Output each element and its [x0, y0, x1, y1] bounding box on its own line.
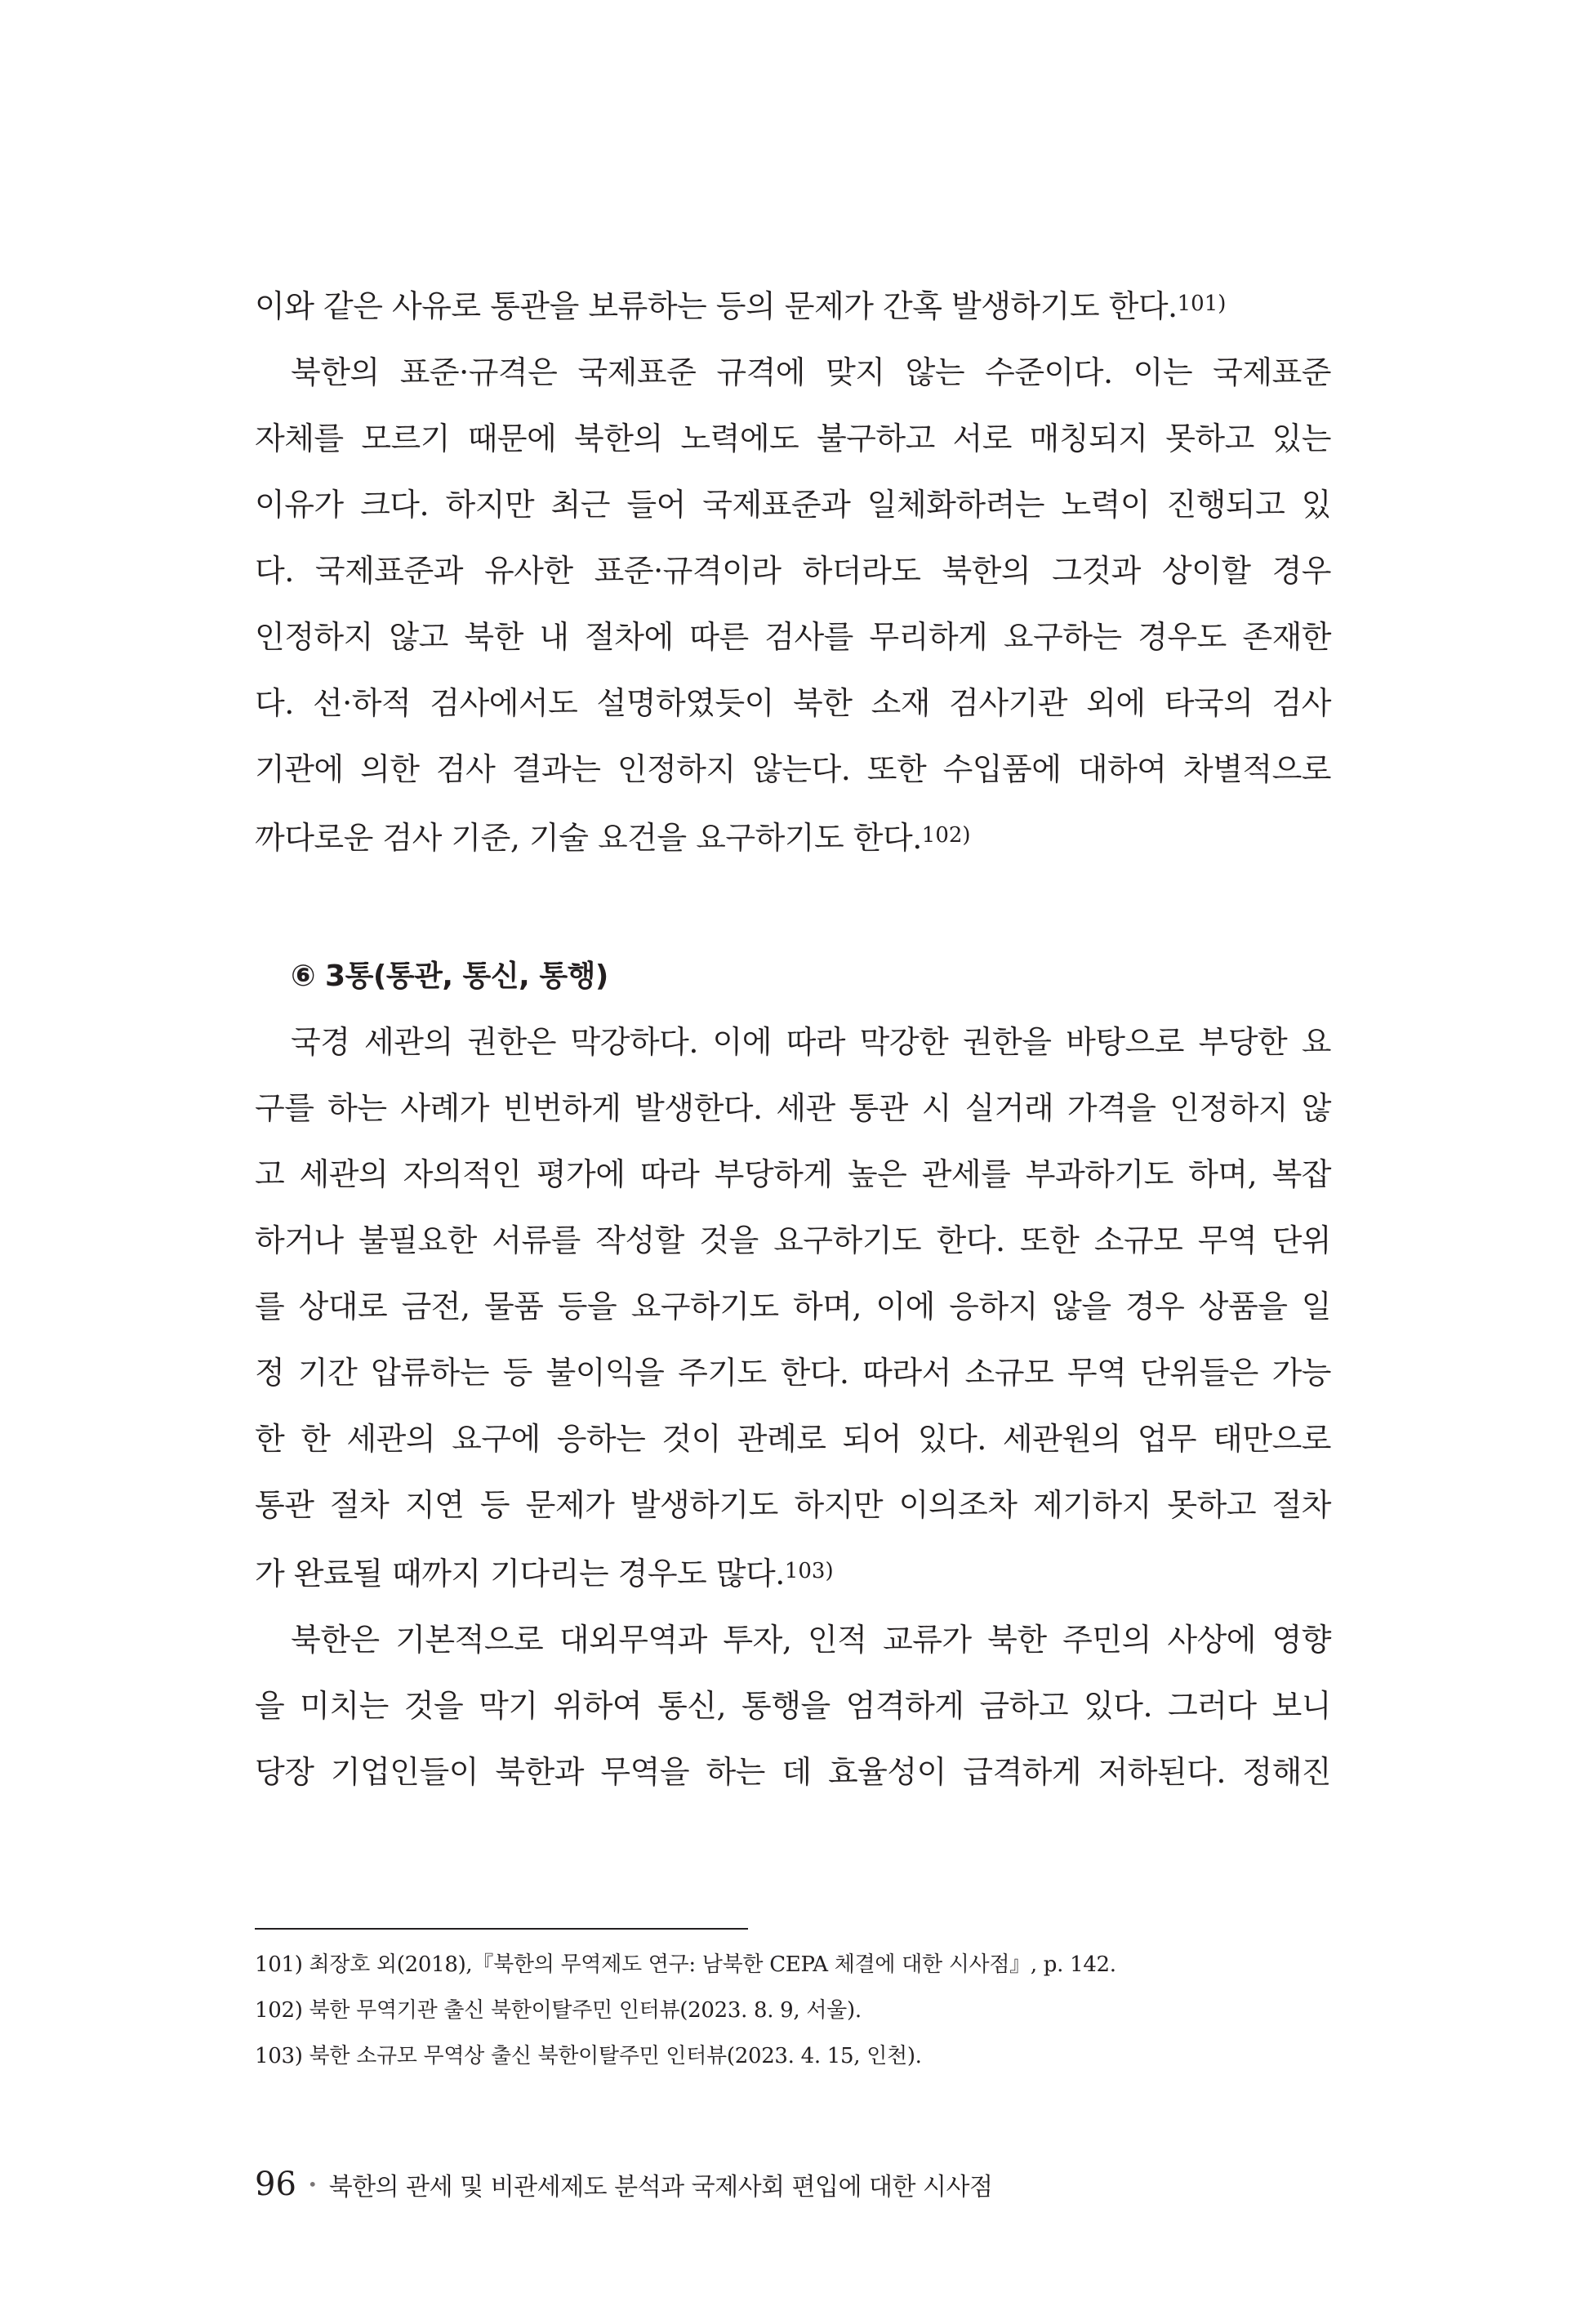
paragraph-3-line: 한 한 세관의 요구에 응하는 것이 관례로 되어 있다. 세관원의 업무 태만으로: [255, 1421, 1331, 1457]
paragraph-4-line: 을 미치는 것을 막기 위하여 통신, 통행을 엄격하게 금하고 있다. 그러다 보니: [255, 1688, 1331, 1724]
footnote-101: 101) 최장호 외(2018),『북한의 무역제도 연구: 남북한 CEPA 체결에 대한 시사점』, p. 142.: [255, 1952, 1116, 1977]
footnote-103: 103) 북한 소규모 무역상 출신 북한이탈주민 인터뷰(2023. 4. 15, 인천).: [255, 2044, 922, 2068]
footnote-divider: [255, 1928, 748, 1930]
paragraph-3-last-line-text: 가 완료될 때까지 기다리는 경우도 많다.: [255, 1556, 785, 1592]
footnote-ref-101: 101): [1177, 292, 1227, 316]
paragraph-2-last-line: [255, 803, 1331, 871]
page-footer: [255, 2164, 992, 2210]
paragraph-4-line: 당장 기업인들이 북한과 무역을 하는 데 효율성이 급격하게 저하된다. 정해진: [255, 1754, 1331, 1790]
running-title: 북한의 관세 및 비관세제도 분석과 국제사회 편입에 대한 시사점: [328, 2173, 993, 2202]
page-body: [255, 271, 1331, 1805]
footnote-102: 102) 북한 무역기관 출신 북한이탈주민 인터뷰(2023. 8. 9, 서울).: [255, 1998, 862, 2023]
paragraph-3-line: 고 세관의 자의적인 평가에 따라 부당하게 높은 관세를 부과하기도 하며, 복잡: [255, 1156, 1331, 1192]
paragraph-3-line: 하거나 불필요한 서류를 작성할 것을 요구하기도 한다. 또한 소규모 무역 단위: [255, 1222, 1331, 1258]
footnotes: [255, 1942, 1331, 2079]
paragraph-2-line: 인정하지 않고 북한 내 절차에 따른 검사를 무리하게 요구하는 경우도 존재한: [255, 619, 1331, 655]
paragraph-3-line: 정 기간 압류하는 등 불이익을 주기도 한다. 따라서 소규모 무역 단위들은 가능: [255, 1355, 1331, 1391]
paragraph-2-last-line-text: 까다로운 검사 기준, 기술 요건을 요구하기도 한다.: [255, 820, 922, 856]
paragraph-2-line: 이유가 크다. 하지만 최근 들어 국제표준과 일체화하려는 노력이 진행되고 있: [255, 487, 1331, 523]
paragraph-4-line: 북한은 기본적으로 대외무역과 투자, 인적 교류가 북한 주민의 사상에 영향: [291, 1622, 1331, 1658]
paragraph-4: [255, 1607, 1331, 1805]
footnote-ref-103: 103): [784, 1559, 834, 1583]
paragraph-2-line: 기관에 의한 검사 결과는 인정하지 않는다. 또한 수입품에 대하여 차별적으로: [255, 751, 1331, 787]
section-heading: ⑥ 3통(통관, 통신, 통행): [291, 959, 608, 993]
paragraph-3: [255, 1009, 1331, 1607]
paragraph-2-line: 다. 선·하적 검사에서도 설명하였듯이 북한 소재 검사기관 외에 타국의 검사: [255, 685, 1331, 721]
page-number: 96: [255, 2166, 296, 2203]
bullet-icon: •: [307, 2175, 318, 2194]
paragraph-2-line: 다. 국제표준과 유사한 표준·규격이라 하더라도 북한의 그것과 상이할 경우: [255, 553, 1331, 589]
paragraph-3-last-line: [255, 1538, 1331, 1607]
paragraph-3-line: 통관 절차 지연 등 문제가 발생하기도 하지만 이의조차 제기하지 못하고 절차: [255, 1487, 1331, 1523]
paragraph-1: [255, 271, 1331, 340]
paragraph-3-line: 국경 세관의 권한은 막강하다. 이에 따라 막강한 권한을 바탕으로 부당한 요: [291, 1024, 1331, 1060]
paragraph-3-line: 를 상대로 금전, 물품 등을 요구하기도 하며, 이에 응하지 않을 경우 상품을 일: [255, 1289, 1331, 1325]
paragraph-3-line: 구를 하는 사례가 빈번하게 발생한다. 세관 통관 시 실거래 가격을 인정하지 않: [255, 1090, 1331, 1126]
paragraph-1-text: 이와 같은 사유로 통관을 보류하는 등의 문제가 간혹 발생하기도 한다.: [255, 288, 1178, 324]
paragraph-2: [255, 340, 1331, 871]
paragraph-2-line: 북한의 표준·규격은 국제표준 규격에 맞지 않는 수준이다. 이는 국제표준: [291, 354, 1331, 390]
paragraph-2-line: 자체를 모르기 때문에 북한의 노력에도 불구하고 서로 매칭되지 못하고 있는: [255, 421, 1331, 456]
footnote-ref-102: 102): [921, 823, 971, 848]
